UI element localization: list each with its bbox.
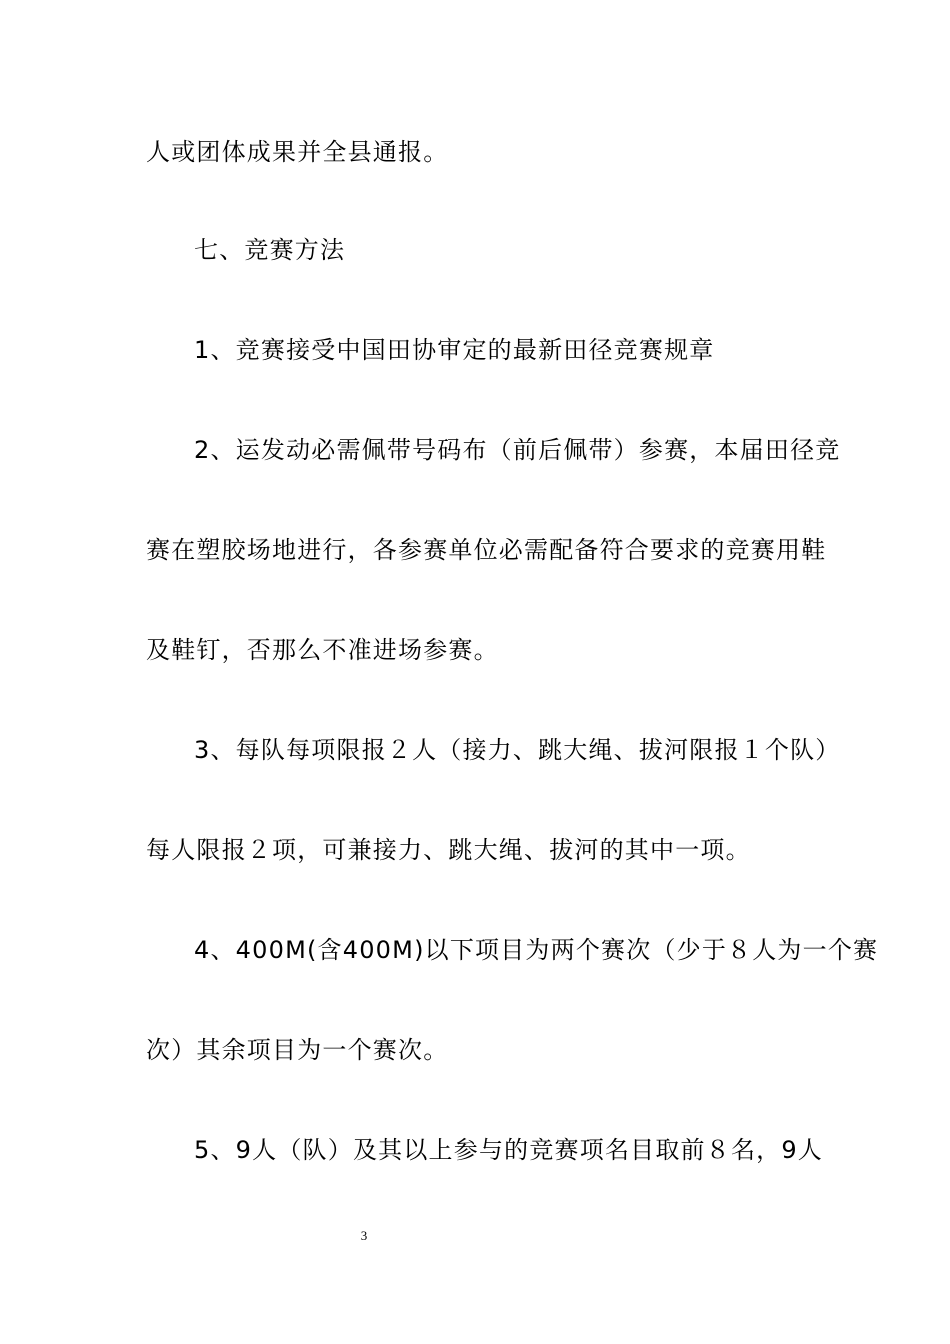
list-item-4-line-1: 4、400M(含400M)以下项目为两个赛次（少于８人为一个赛 — [194, 936, 879, 964]
list-item-4-line-2: 次）其余项目为一个赛次。 — [146, 1036, 449, 1064]
page-number: 3 — [360, 1228, 368, 1243]
list-item-1: 1、竞赛接受中国田协审定的最新田径竞赛规章 — [194, 336, 715, 364]
list-item-2-line-3: 及鞋钉，否那么不准进场参赛。 — [146, 636, 499, 664]
paragraph-line-continuation: 人或团体成果并全县通报。 — [146, 138, 449, 166]
list-item-2-line-1: 2、运发动必需佩带号码布（前后佩带）参赛，本届田径竞 — [194, 436, 841, 464]
list-item-3-line-2: 每人限报２项，可兼接力、跳大绳、拔河的其中一项。 — [146, 836, 751, 864]
section-heading: 七、竞赛方法 — [194, 236, 346, 264]
list-item-2-line-2: 赛在塑胶场地进行，各参赛单位必需配备符合要求的竞赛用鞋 — [146, 536, 827, 564]
list-item-5-line-1: 5、9人（队）及其以上参与的竞赛项名目取前８名，9人 — [194, 1136, 824, 1164]
list-item-3-line-1: 3、每队每项限报２人（接力、跳大绳、拔河限报１个队） — [194, 736, 841, 764]
